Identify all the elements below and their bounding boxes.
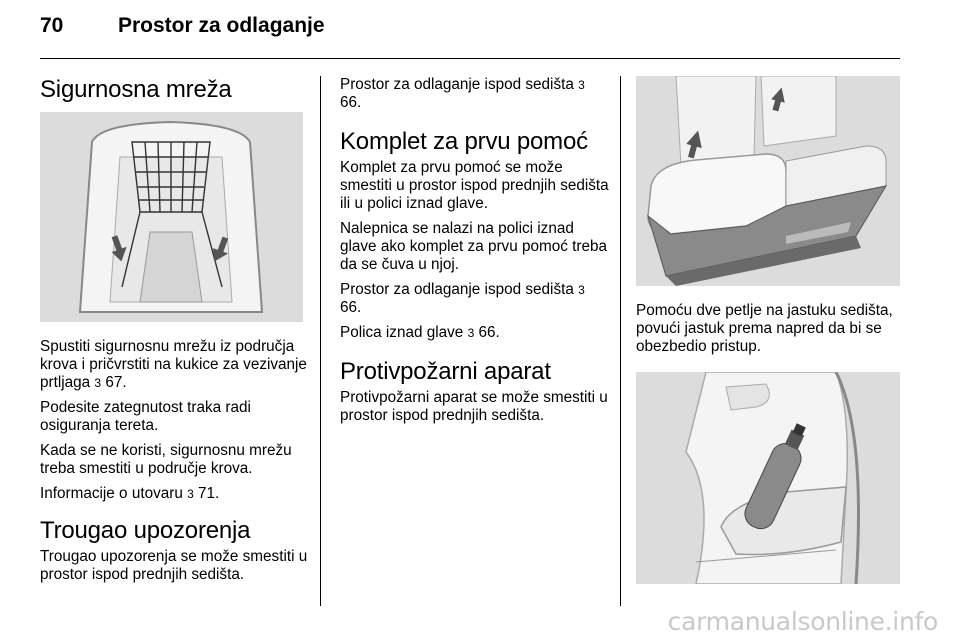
column-3: [636, 76, 900, 584]
chapter-title: Prostor za odlaganje: [118, 14, 325, 37]
watermark: carmanualsonline.info: [667, 607, 938, 636]
reference-arrow-icon: 3: [94, 376, 102, 390]
section-title-safety-net: Sigurnosna mreža: [40, 76, 232, 103]
column-2: [340, 76, 610, 425]
reference-arrow-icon: 3: [578, 283, 585, 297]
paragraph: Trougao upozorenja se može smestiti u prostor ispod prednjih sedišta.: [40, 548, 308, 583]
paragraph: Nalepnica se nalazi na polici iznad glave ako komplet za prvu pomoć treba da se čuva u njoj.: [340, 220, 607, 273]
paragraph: Spustiti sigurnosnu mrežu iz područja krova i pričvrstiti na kukice za vezivanje prtljaga 3 67.: [40, 338, 307, 391]
column-divider: [620, 76, 621, 606]
paragraph: Protivpožarni aparat se može smestiti u prostor ispod prednjih sedišta.: [340, 389, 608, 424]
cargo-net-illustration: [40, 112, 303, 322]
paragraph: Podesite zategnutost traka radi osiguranja tereta.: [40, 399, 251, 434]
section-title-first-aid: Komplet za prvu pomoć: [340, 128, 588, 155]
fire-extinguisher-illustration: [636, 372, 900, 584]
paragraph: Informacije o utovaru 3 71.: [40, 485, 220, 502]
section-title-fire-extinguisher: Protivpožarni aparat: [340, 358, 551, 385]
column-divider: [320, 76, 321, 606]
section-title-warning-triangle: Trougao upozorenja: [40, 517, 251, 544]
paragraph: Prostor za odlaganje ispod sedišta 3 66.: [340, 281, 585, 316]
reference-arrow-icon: 3: [187, 487, 194, 501]
column-1: [40, 76, 310, 584]
paragraph: Kada se ne koristi, sigurnosnu mrežu treba smestiti u područje krova.: [40, 442, 292, 477]
paragraph: Prostor za odlaganje ispod sedišta 3 66.: [340, 76, 585, 111]
header-rule: [40, 58, 900, 59]
paragraph: Polica iznad glave 3 66.: [340, 324, 500, 341]
reference-arrow-icon: 3: [578, 78, 585, 92]
reference-arrow-icon: 3: [467, 326, 475, 340]
page-header: [40, 14, 325, 54]
seat-storage-illustration: [636, 76, 900, 286]
paragraph: Pomoću dve petlje na jastuku sedišta, povući jastuk prema napred da bi se obezbedio pristup.: [636, 302, 893, 355]
page-number: 70: [40, 14, 64, 37]
paragraph: Komplet za prvu pomoć se može smestiti u prostor ispod prednjih sedišta ili u polici iznad glave.: [340, 159, 609, 212]
